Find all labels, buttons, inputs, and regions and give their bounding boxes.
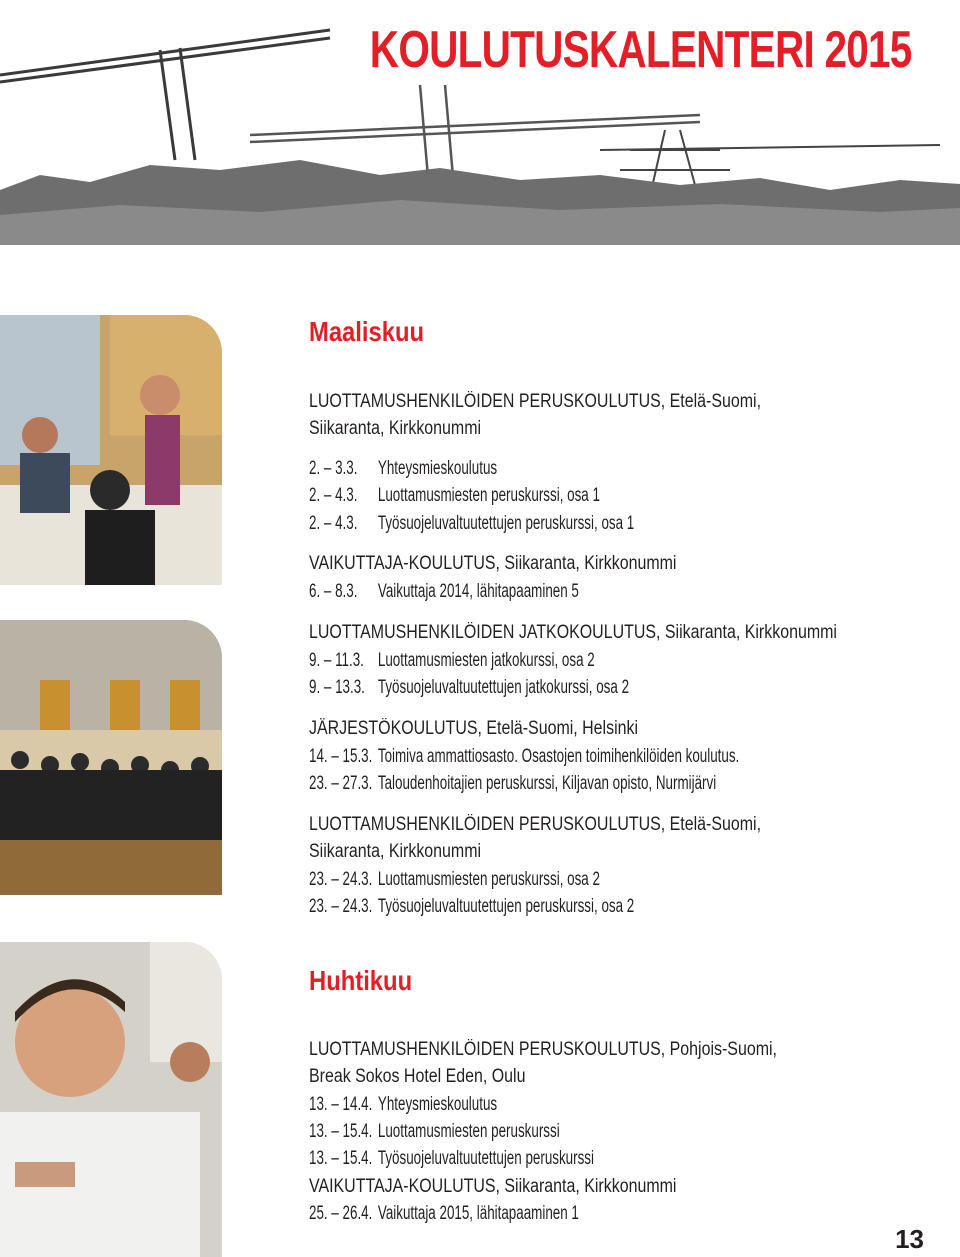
event-row: 9. – 11.3. Luottamusmiesten jatkokurssi, osa 2	[309, 650, 595, 671]
page-title: KOULUTUSKALENTERI 2015	[370, 21, 912, 79]
course-heading: LUOTTAMUSHENKILÖIDEN JATKOKOULUTUS, Siikaranta, Kirkkonummi	[309, 622, 837, 643]
course-heading: LUOTTAMUSHENKILÖIDEN PERUSKOULUTUS, Pohjois-Suomi,	[309, 1039, 777, 1060]
month-heading-maaliskuu: Maaliskuu	[309, 316, 425, 347]
month-heading-huhtikuu: Huhtikuu	[309, 965, 413, 996]
event-row: 6. – 8.3. Vaikuttaja 2014, lähitapaaminen 5	[309, 581, 579, 602]
course-heading: VAIKUTTAJA-KOULUTUS, Siikaranta, Kirkkonummi	[309, 1176, 677, 1197]
course-heading: Break Sokos Hotel Eden, Oulu	[309, 1066, 526, 1087]
event-row: 13. – 14.4. Yhteysmieskoulutus	[309, 1094, 498, 1115]
course-heading: LUOTTAMUSHENKILÖIDEN PERUSKOULUTUS, Etelä-Suomi,	[309, 391, 762, 412]
course-heading: Siikaranta, Kirkkonummi	[309, 418, 482, 439]
photo-training-classroom	[0, 315, 222, 585]
course-heading: LUOTTAMUSHENKILÖIDEN PERUSKOULUTUS, Etelä-Suomi,	[309, 814, 762, 835]
event-row: 2. – 3.3. Yhteysmieskoulutus	[309, 458, 498, 479]
course-heading: Siikaranta, Kirkkonummi	[309, 841, 482, 862]
event-row: 2. – 4.3. Työsuojeluvaltuutettujen peruskurssi, osa 1	[309, 513, 635, 534]
course-heading: VAIKUTTAJA-KOULUTUS, Siikaranta, Kirkkonummi	[309, 553, 677, 574]
page-number: 13	[895, 1224, 924, 1254]
event-row: 23. – 24.3. Luottamusmiesten peruskurssi, osa 2	[309, 869, 600, 890]
event-row: 25. – 26.4. Vaikuttaja 2015, lähitapaaminen 1	[309, 1203, 579, 1224]
event-row: 14. – 15.3. Toimiva ammattiosasto. Osastojen toimihenkilöiden koulutus.	[309, 746, 740, 767]
photo-participant-portrait	[0, 942, 222, 1257]
header-banner	[0, 0, 960, 245]
event-row: 2. – 4.3. Luottamusmiesten peruskurssi, osa 1	[309, 485, 600, 506]
event-row: 13. – 15.4. Työsuojeluvaltuutettujen peruskurssi	[309, 1148, 595, 1169]
event-row: 23. – 27.3. Taloudenhoitajien peruskurssi, Kiljavan opisto, Nurmijärvi	[309, 773, 717, 794]
event-row: 13. – 15.4. Luottamusmiesten peruskurssi	[309, 1121, 560, 1142]
photo-seminar-audience	[0, 620, 222, 895]
event-row: 23. – 24.3. Työsuojeluvaltuutettujen peruskurssi, osa 2	[309, 896, 635, 917]
course-heading: JÄRJESTÖKOULUTUS, Etelä-Suomi, Helsinki	[309, 718, 639, 739]
event-row: 9. – 13.3. Työsuojeluvaltuutettujen jatkokurssi, osa 2	[309, 677, 630, 698]
